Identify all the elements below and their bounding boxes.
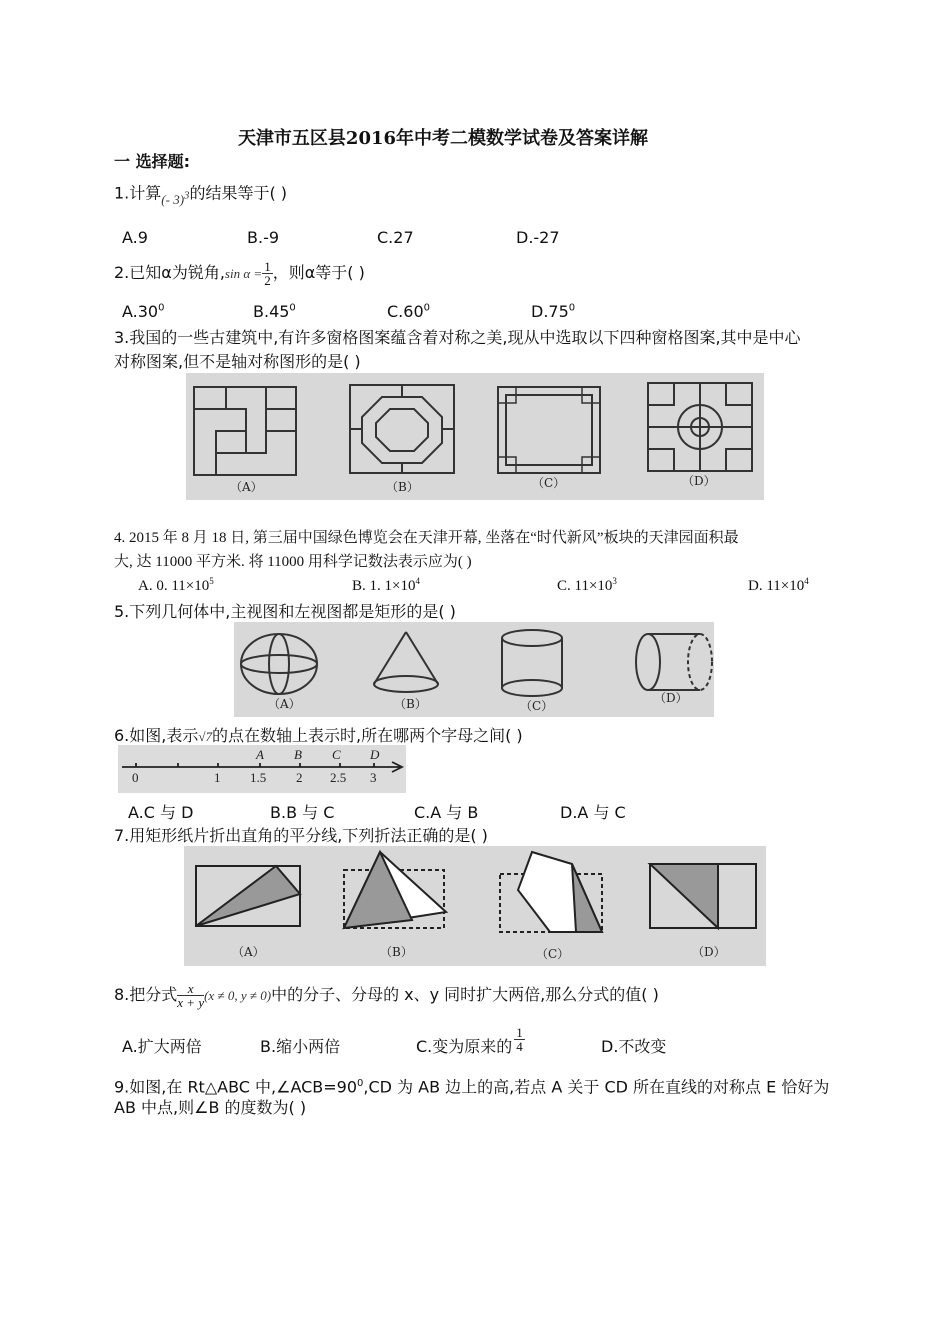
folding-figure: [184, 846, 766, 966]
page-title: 天津市五区县2016年中考二模数学试卷及答案详解: [237, 128, 649, 149]
q2-sine: sin α =: [224, 266, 263, 281]
q7-caption-c: （C）: [536, 947, 570, 961]
q1-text: 1.计算: [114, 183, 162, 203]
q6-option-a: A.C 与 D: [128, 803, 194, 822]
q2-fraction: [262, 260, 273, 287]
solids-figure: [234, 622, 714, 717]
nl-tick-1: 1: [214, 770, 221, 785]
q8-denominator: x + y: [177, 995, 205, 1010]
nl-tick-2: 2: [296, 770, 303, 785]
question-9-line-2: AB 中点,则∠B 的度数为( ): [114, 1098, 307, 1117]
q1-option-a: A.9: [122, 228, 148, 247]
q2-text: 2.已知α为锐角,: [114, 263, 225, 282]
nl-letter-a: A: [256, 747, 264, 762]
q2-option-b: $B.45^0$: [253, 302, 296, 321]
nl-tick-2-5: 2.5: [330, 770, 347, 785]
section-heading: 一 选择题:: [114, 152, 190, 171]
solids-svg: [234, 622, 714, 717]
question-4-line-1: 4. 2015 年 8 月 18 日, 第三届中国绿色博览会在天津开幕, 坐落在“时代新风”板块的天津园面积最: [114, 530, 739, 546]
q8-condition: (x ≠ 0, y ≠ 0): [204, 988, 272, 1003]
window-patterns-svg: [186, 373, 764, 500]
q6-option-b: B.B 与 C: [270, 803, 335, 822]
q2-numerator: 1: [264, 259, 271, 274]
question-8: [114, 982, 659, 1009]
q4-option-c: C. $11\times 10^3$: [557, 576, 617, 594]
window-patterns-figure: [186, 373, 764, 500]
q8-option-a: A.扩大两倍: [122, 1037, 202, 1056]
q6-text: 6.如图,表示: [114, 726, 199, 745]
q3-caption-b: （B）: [386, 480, 419, 494]
nl-tick-3: 3: [370, 770, 377, 785]
nl-tick-1-5: 1.5: [250, 770, 267, 785]
question-5: 5.下列几何体中,主视图和左视图都是矩形的是( ): [114, 602, 456, 621]
nl-tick-0: 0: [132, 770, 139, 785]
q1-option-b: B.-9: [247, 228, 280, 247]
q2-text-end: ，则α等于( ): [272, 263, 365, 282]
q8-numerator: x: [177, 982, 204, 996]
q7-caption-b: （B）: [380, 945, 413, 959]
q4-option-d: D. $11\times 10^4$: [748, 576, 809, 594]
number-line-figure: [118, 745, 406, 793]
q5-caption-d: （D）: [654, 691, 688, 705]
number-line-svg: [118, 745, 406, 793]
folding-svg: [184, 846, 766, 966]
q3-caption-a: （A）: [230, 480, 263, 494]
q5-caption-b: （B）: [394, 697, 427, 711]
q8-text: 8.把分式: [114, 985, 178, 1004]
q1-text-end: 的结果等于( ): [189, 183, 288, 203]
q8-option-c: C.变为原来的 $\frac{1}{4}$: [416, 1025, 523, 1056]
nl-letter-d: D: [370, 747, 380, 762]
q1-option-c: C.27: [377, 228, 414, 247]
q5-caption-c: （C）: [520, 699, 554, 713]
q3-caption-d: （D）: [682, 474, 716, 488]
q6-option-c: C.A 与 B: [414, 803, 479, 822]
q3-caption-c: （C）: [532, 476, 566, 490]
question-3-line-2: 对称图案,但不是轴对称图形的是( ): [114, 352, 361, 371]
q1-base: (- 3): [161, 192, 185, 208]
question-9-line-1: 9.如图,在 Rt△ABC 中$,\angle ACB=90^0,CD$ 为 AB 边上的高,若点 A 关于 CD 所在直线的对称点 E 恰好为: [114, 1077, 830, 1097]
q1-option-d: D.-27: [516, 228, 560, 247]
q2-option-d: $D.75^0$: [531, 302, 576, 321]
q7-caption-d: （D）: [692, 945, 726, 959]
q2-option-c: $C.60^0$: [387, 302, 430, 321]
q5-caption-a: （A）: [268, 697, 301, 711]
q1-exponent: 3: [184, 190, 190, 202]
question-2: [114, 260, 365, 287]
question-4-line-2: 大, 达 11000 平方米. 将 11000 用科学记数法表示应为( ): [114, 554, 472, 570]
q8-option-c-fraction: $\frac{1}{4}$: [516, 1025, 523, 1054]
q6-option-d: D.A 与 C: [560, 803, 626, 822]
q6-radical: √7: [198, 729, 212, 744]
q7-caption-a: （A）: [232, 945, 265, 959]
q8-text-end: 中的分子、分母的 x、y 同时扩大两倍,那么分式的值( ): [271, 985, 659, 1004]
q4-option-a: A. 0. $11\times 10^5$: [138, 576, 214, 594]
q6-text-end: 的点在数轴上表示时,所在哪两个字母之间( ): [212, 726, 523, 745]
q2-option-a: $A.30^0$: [122, 302, 165, 321]
q8-option-b: B.缩小两倍: [260, 1037, 341, 1056]
q8-fraction: [177, 982, 204, 1009]
q4-option-b: B. 1. $1\times 10^4$: [352, 576, 420, 594]
q8-option-d: D.不改变: [601, 1037, 667, 1056]
nl-letter-b: B: [294, 747, 302, 762]
question-7: 7.用矩形纸片折出直角的平分线,下列折法正确的是( ): [114, 826, 488, 845]
q1-expression: [161, 192, 189, 207]
q2-denominator: 2: [264, 273, 271, 288]
nl-letter-c: C: [332, 747, 341, 762]
question-3-line-1: 3.我国的一些古建筑中,有许多窗格图案蕴含着对称之美,现从中选取以下四种窗格图案,其中是中心: [114, 328, 801, 347]
question-1: [114, 178, 287, 206]
